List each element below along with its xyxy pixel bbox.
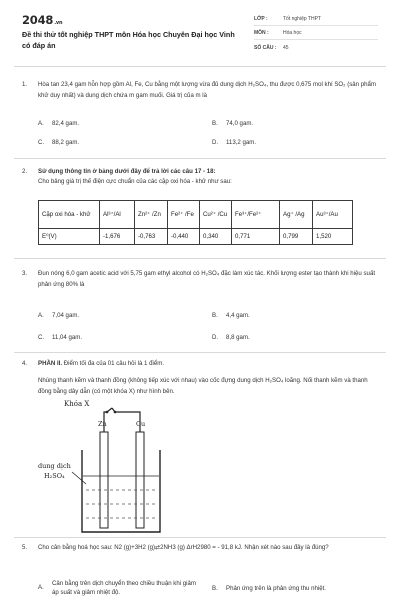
label-h2so4: H₂SO₄ — [44, 472, 65, 480]
table-cell: 1,520 — [313, 229, 353, 245]
question-divider — [14, 158, 386, 159]
table-cell: Fe²⁺ /Fe — [168, 201, 200, 229]
table-cell: -0,763 — [135, 229, 168, 245]
table-cell: Cu²⁺ /Cu — [200, 201, 232, 229]
meta-mon-label: MÔN : — [254, 30, 269, 36]
option-text: Phản ứng trên là phản ứng thu nhiệt. — [226, 585, 326, 592]
q3-option-a[interactable] — [38, 312, 79, 319]
table-cell: -1,676 — [100, 229, 135, 245]
question-text: Đun nóng 6,0 gam acetic acid với 5,75 gam ethyl alcohol có H₂SO₄ đặc làm xúc tác. Khối lượng ester tạo thành khi hiệu suất phản ứng 80% là — [38, 270, 376, 288]
option-label: A. — [38, 312, 44, 319]
logo-text: 2048 — [22, 13, 54, 27]
question-number: 2. — [22, 168, 28, 175]
option-text: 4,4 gam. — [226, 312, 250, 319]
option-text: 113,2 gam. — [226, 139, 257, 146]
q1-option-a[interactable] — [38, 120, 79, 127]
table-cell: 0,771 — [232, 229, 280, 245]
option-label: B. — [212, 585, 218, 592]
electrode-potential-table — [38, 200, 353, 245]
label-dung-dich: dung dịch — [38, 462, 71, 470]
option-label: D. — [212, 139, 219, 146]
section-note: Điểm tối đa của 01 câu hỏi là 1 điểm. — [63, 360, 165, 367]
q5-option-a[interactable] — [38, 580, 198, 597]
question-number: 1. — [22, 81, 28, 88]
option-label: C. — [38, 139, 45, 146]
table-cell: 0,799 — [280, 229, 313, 245]
q1-option-b[interactable] — [212, 120, 253, 127]
divider — [254, 39, 378, 40]
option-text: 82,4 gam. — [52, 120, 80, 127]
question-number: 5. — [22, 544, 28, 551]
meta-socau-value: 45 — [283, 45, 289, 51]
option-text: 74,0 gam. — [226, 120, 254, 127]
table-cell: Fe³⁺/Fe²⁺ — [232, 201, 280, 229]
question-divider — [14, 258, 386, 259]
q3-option-d[interactable] — [212, 334, 250, 341]
option-label: B. — [212, 120, 218, 127]
question-number: 4. — [22, 360, 28, 367]
q3-option-c[interactable] — [38, 334, 82, 341]
q5-option-b[interactable] — [212, 585, 326, 592]
option-text: Cân bằng trên dịch chuyển theo chiều thuận khi giảm áp suất và giảm nhiệt độ. — [52, 580, 196, 596]
question-text: Hòa tan 23,4 gam hỗn hợp gồm Al, Fe, Cu bằng một lượng vừa đủ dung dịch H₂SO₄, thu được 0,675 mol khí SO₂ (sản phẩm khử duy nhất) và dung dịch chứa m gam muối. Giá trị của m là — [38, 81, 377, 99]
meta-socau — [254, 45, 289, 51]
option-text: 8,8 gam. — [226, 334, 250, 341]
cell-diagram — [38, 398, 178, 533]
table-cell: -0,440 — [168, 229, 200, 245]
label-khoa-x: Khóa X — [64, 400, 90, 408]
option-text: 11,04 gam. — [52, 334, 83, 341]
meta-socau-label: SỐ CÂU : — [254, 45, 277, 51]
question-heading: Sử dụng thông tin ở bảng dưới đây để trả lời các câu 17 - 18: — [38, 168, 216, 175]
table-header-cell: Cặp oxi hóa - khử — [39, 201, 100, 229]
meta-mon-value: Hóa học — [283, 30, 302, 36]
q3-option-b[interactable] — [212, 312, 250, 319]
question-subtext: Cho bảng giá trị thế điện cực chuẩn của các cặp oxi hóa - khử như sau: — [38, 178, 232, 185]
label-zn: Zn — [98, 420, 107, 428]
option-label: B. — [212, 312, 218, 319]
table-cell: Au³⁺/Au — [313, 201, 353, 229]
question-divider — [14, 352, 386, 353]
label-cu: Cu — [136, 420, 146, 428]
option-label: C. — [38, 334, 45, 341]
header-divider — [14, 66, 386, 67]
exam-title: Đề thi thử tốt nghiệp THPT môn Hóa học Chuyên Đại học Vinh có đáp án — [22, 30, 235, 50]
logo-suffix: .vn — [54, 20, 63, 26]
meta-lop — [254, 16, 321, 22]
question-text: Cho cân bằng hoá học sau: N2 (g)+3H2 (g)⇄2NH3 (g) ΔrH2980 = - 91,8 kJ. Nhận xét nào sau đây là đúng? — [38, 544, 329, 551]
section-label: PHẦN II. — [38, 360, 63, 367]
section-heading — [38, 359, 382, 370]
table-header-cell: E⁰(V) — [39, 229, 100, 245]
question-number: 3. — [22, 270, 28, 277]
table-cell: Al³⁺/Al — [100, 201, 135, 229]
option-text: 7,04 gam. — [52, 312, 80, 319]
electrochemical-cell-figure — [38, 398, 178, 533]
meta-lop-value: Tốt nghiệp THPT — [283, 16, 321, 22]
divider — [254, 25, 378, 26]
q1-option-c[interactable] — [38, 139, 79, 146]
question-divider — [14, 537, 386, 538]
question-text: Nhúng thanh kẽm và thanh đồng (không tiếp xúc với nhau) vào cốc đựng dung dịch H₂SO₄ loãng. Nối thanh kẽm và thanh đồng bằng dây dẫn (có một khóa X) như hình bên. — [38, 377, 368, 395]
table-cell: Zn²⁺ /Zn — [135, 201, 168, 229]
page-header — [0, 0, 400, 64]
table-cell: Ag⁺ /Ag — [280, 201, 313, 229]
option-text: 88,2 gam. — [52, 139, 80, 146]
option-label: D. — [212, 334, 219, 341]
option-label: A. — [38, 120, 44, 127]
site-logo[interactable] — [22, 13, 62, 27]
table-row — [39, 201, 353, 229]
meta-lop-label: LỚP : — [254, 16, 268, 22]
table-row — [39, 229, 353, 245]
meta-mon — [254, 30, 302, 36]
q1-option-d[interactable] — [212, 139, 256, 146]
option-label: A. — [38, 584, 44, 591]
table-cell: 0,340 — [200, 229, 232, 245]
